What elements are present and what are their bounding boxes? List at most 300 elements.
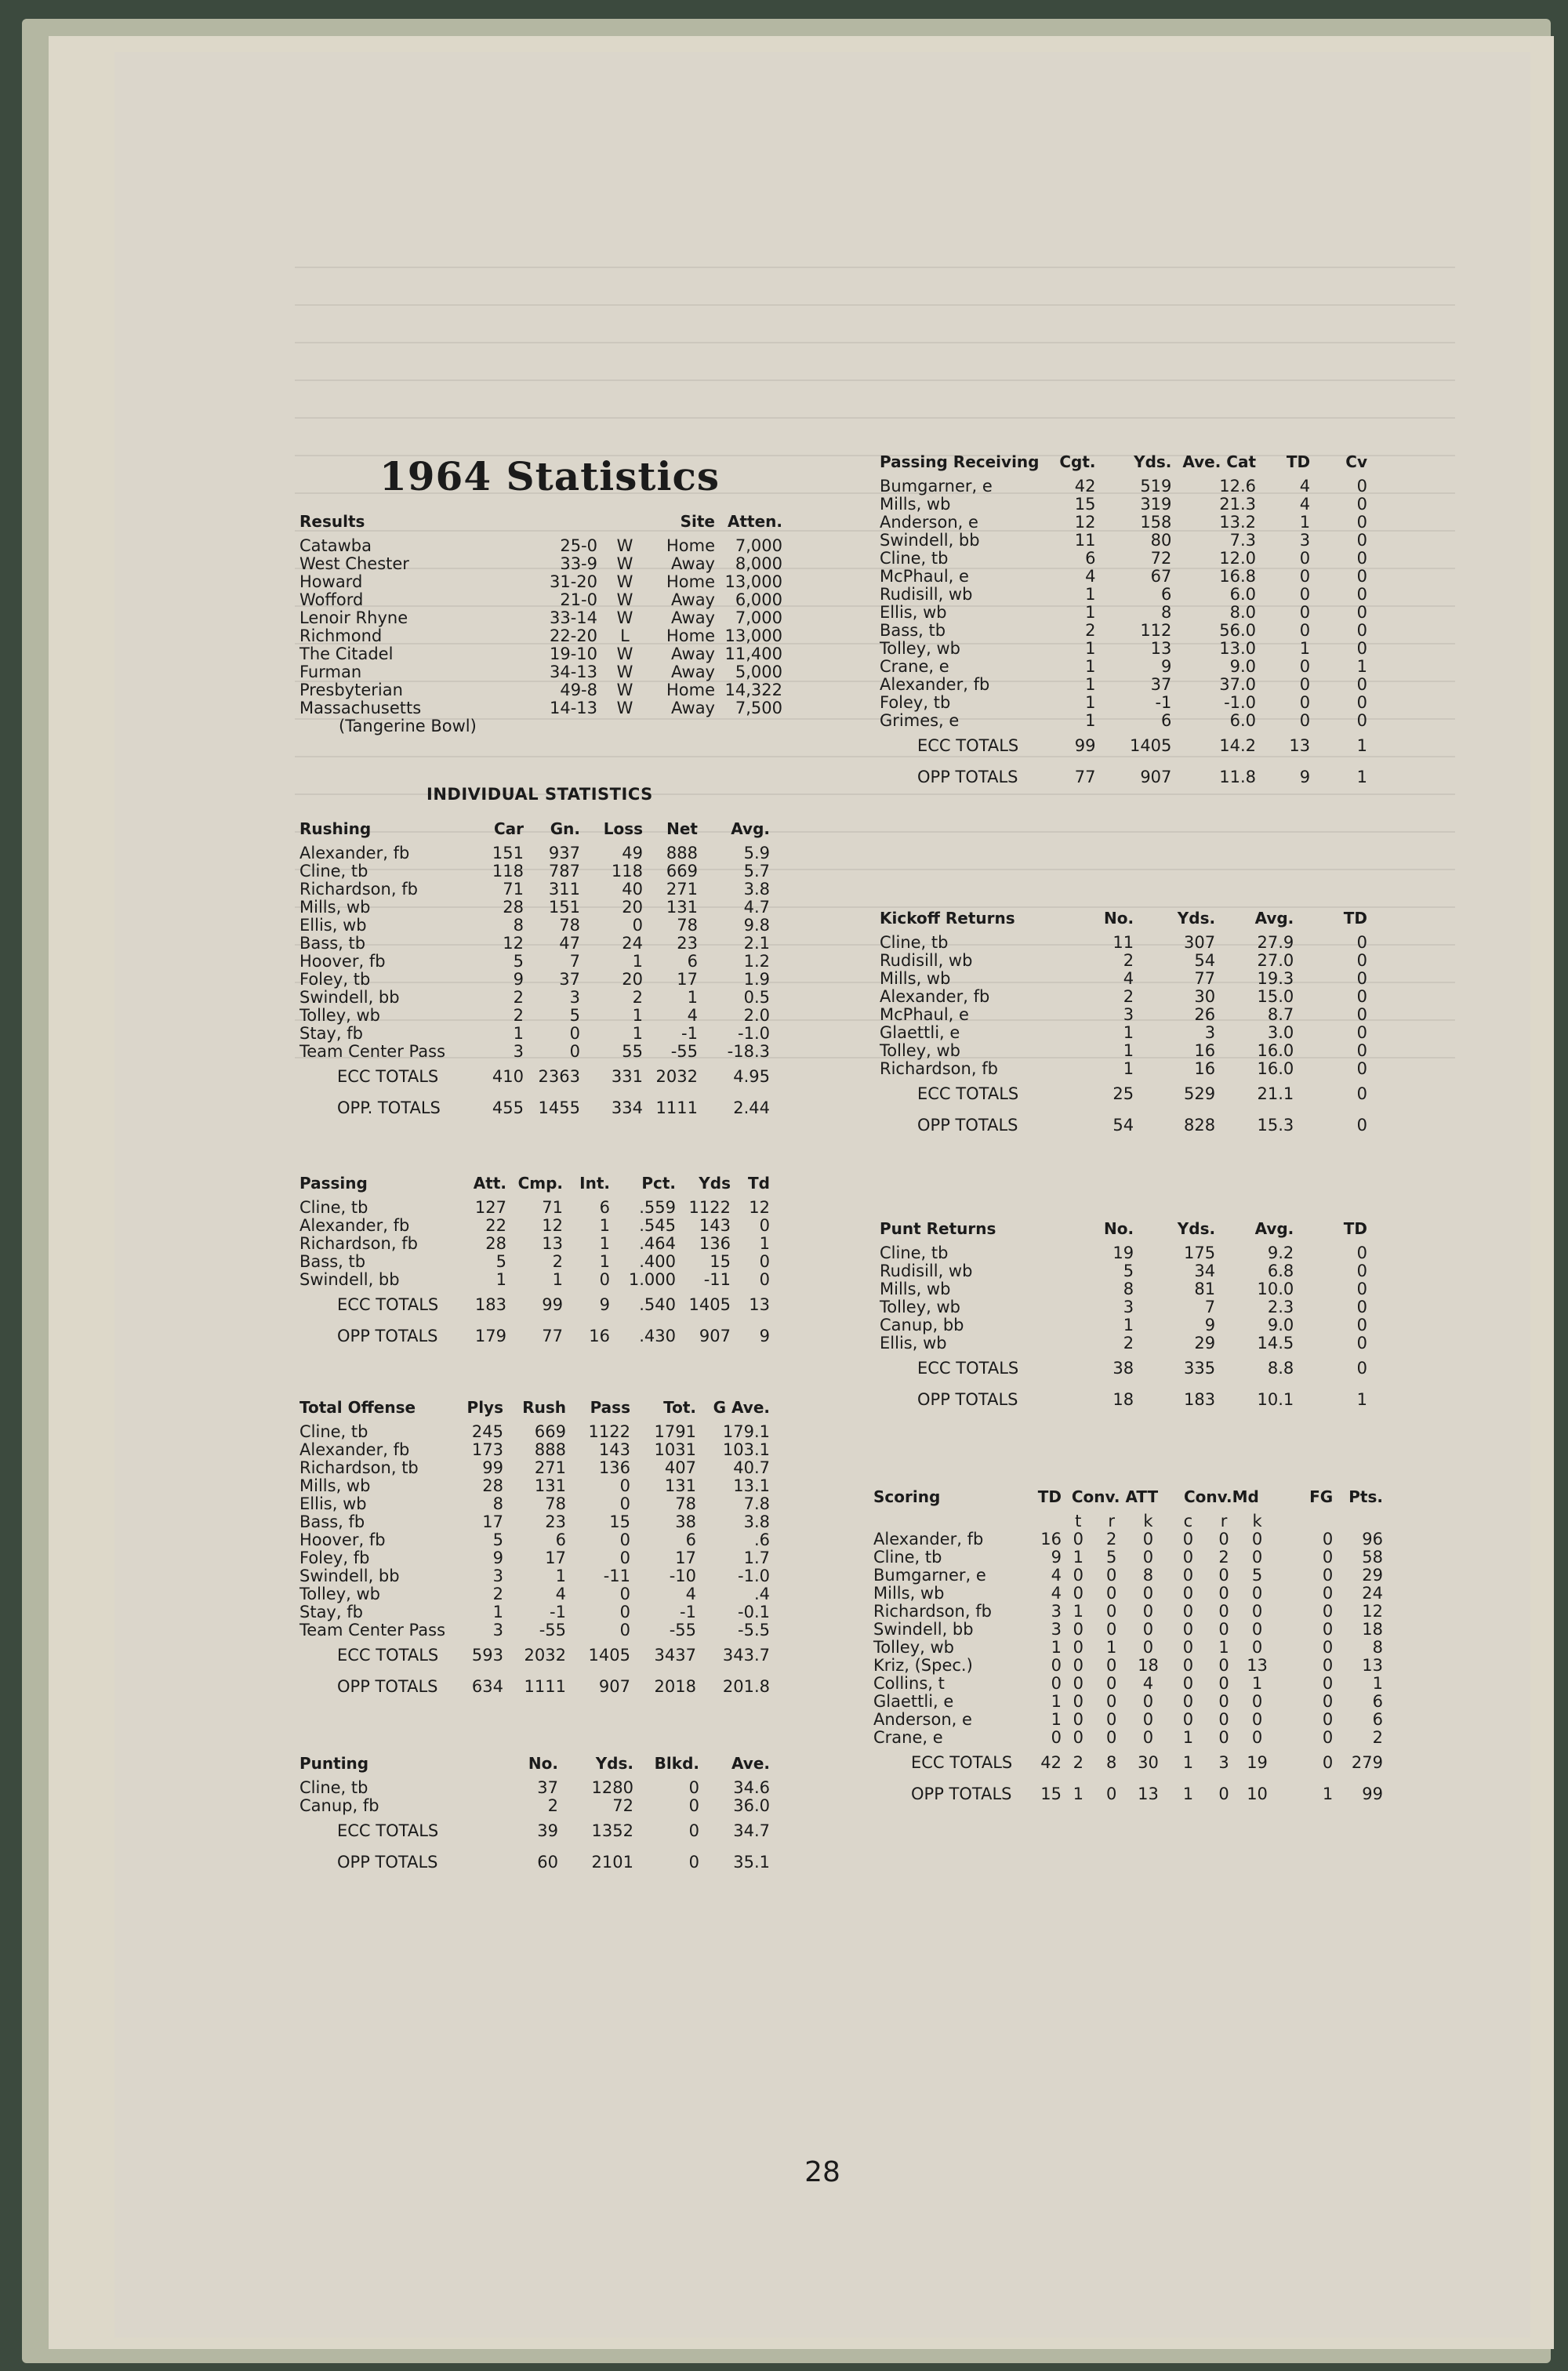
stat-cell: 2 — [1218, 1548, 1229, 1567]
player-name: Swindell, bb — [299, 1567, 400, 1585]
column-header: TD — [1037, 1487, 1062, 1506]
totals-cell: 3437 — [654, 1646, 696, 1665]
column-header: Cmp. — [517, 1174, 563, 1193]
stat-cell: 0 — [1218, 1656, 1229, 1675]
table-row — [873, 1530, 1383, 1549]
table-row — [299, 1441, 770, 1459]
totals-cell: 42 — [1040, 1753, 1062, 1772]
totals-cell: 4.95 — [733, 1067, 770, 1086]
stat-cell: 30 — [1194, 987, 1216, 1006]
stat-cell: 1 — [632, 1006, 643, 1025]
player-name: Cline, tb — [299, 862, 368, 881]
stat-cell: W — [616, 608, 633, 627]
totals-cell: 13 — [1289, 736, 1311, 755]
stat-cell: 0 — [1322, 1548, 1334, 1567]
column-header: Net — [666, 819, 698, 838]
stat-cell: 78 — [675, 1494, 696, 1513]
stat-cell: 0 — [688, 1796, 699, 1815]
table-row — [873, 1639, 1383, 1657]
totals-cell: 38 — [1112, 1359, 1134, 1378]
stat-cell: Away — [671, 644, 715, 663]
stat-cell: 311 — [548, 880, 580, 899]
stat-cell: 16 — [1194, 1041, 1216, 1060]
stat-cell: 0 — [1299, 693, 1311, 712]
column-header: Yds. — [1177, 1219, 1216, 1238]
stat-cell: 0 — [1356, 1280, 1367, 1298]
stat-cell: 0 — [1356, 693, 1367, 712]
table-row — [880, 676, 1367, 694]
player-name: Bass, tb — [299, 1252, 366, 1271]
table-row — [299, 1217, 770, 1235]
stat-cell: 9 — [1051, 1548, 1062, 1567]
totals-cell: 1405 — [1129, 736, 1172, 755]
stat-cell: 7 — [1204, 1298, 1216, 1316]
column-header: Cgt. — [1059, 452, 1096, 471]
stat-cell: 1 — [599, 1234, 610, 1253]
stat-cell: 1280 — [591, 1778, 633, 1797]
kickoff-returns-section — [880, 910, 1367, 1141]
table-row — [880, 622, 1367, 640]
stat-cell: 0 — [1142, 1638, 1154, 1657]
totals-cell: 455 — [492, 1098, 524, 1117]
stat-cell: 15.0 — [1257, 987, 1294, 1006]
stat-cell: 6,000 — [735, 590, 782, 609]
stat-cell: 22 — [485, 1216, 506, 1235]
totals-cell: 9 — [759, 1327, 770, 1345]
stat-cell: 11,400 — [724, 644, 782, 663]
table-row — [873, 1693, 1383, 1711]
stat-cell: 1 — [1182, 1728, 1194, 1747]
stat-cell: 0 — [1322, 1728, 1334, 1747]
column-header: No. — [528, 1754, 558, 1773]
stat-cell: 0 — [1251, 1602, 1263, 1621]
stat-cell: 1 — [1051, 1692, 1062, 1711]
stat-cell: 0 — [1142, 1728, 1154, 1747]
table-row — [299, 1531, 770, 1549]
column-header: TD — [1343, 909, 1367, 928]
stat-cell: -1 — [681, 1024, 698, 1043]
totals-cell: 60 — [537, 1853, 558, 1872]
total-offense-section — [299, 1399, 770, 1702]
stat-cell: 131 — [664, 1476, 696, 1495]
stat-cell: 0 — [1322, 1710, 1334, 1729]
totals-row — [880, 761, 1367, 793]
stat-cell: 14.5 — [1257, 1334, 1294, 1353]
passing-receiving-section — [880, 453, 1367, 793]
stat-cell: Away — [671, 663, 715, 681]
table-row — [880, 1244, 1367, 1262]
stat-cell: 6.8 — [1267, 1262, 1294, 1280]
stat-cell: 11 — [1074, 531, 1096, 550]
stat-cell: 1 — [1123, 1023, 1134, 1042]
table-row — [880, 604, 1367, 622]
stat-cell: 0 — [1322, 1602, 1334, 1621]
totals-row — [299, 1815, 770, 1846]
stat-cell: 1 — [1085, 639, 1096, 658]
stat-cell: 1 — [1299, 513, 1311, 532]
column-header: Att. — [473, 1174, 506, 1193]
stat-cell: 0 — [1356, 711, 1367, 730]
totals-cell: 907 — [1140, 768, 1172, 786]
stat-cell: 8.0 — [1229, 603, 1257, 622]
column-header: Rushing — [299, 819, 372, 838]
table-row — [880, 970, 1367, 988]
totals-cell: 18 — [1112, 1390, 1134, 1409]
stat-cell: 5 — [492, 1530, 503, 1549]
stat-cell: 16 — [1194, 1059, 1216, 1078]
column-header: Td — [748, 1174, 770, 1193]
kickoff-returns-body — [880, 934, 1367, 1141]
stat-cell: 143 — [699, 1216, 731, 1235]
stat-cell: 0 — [1051, 1656, 1062, 1675]
stat-cell: 0 — [1106, 1674, 1117, 1693]
totals-label: ECC TOTALS — [337, 1295, 439, 1314]
totals-row — [873, 1747, 1383, 1778]
stat-cell: 4 — [1123, 969, 1134, 988]
totals-cell: 9 — [599, 1295, 610, 1314]
stat-cell: 1 — [1051, 1638, 1062, 1657]
stat-cell: -0.1 — [738, 1603, 770, 1621]
totals-label: ECC TOTALS — [917, 736, 1019, 755]
stat-cell: 1 — [1085, 711, 1096, 730]
player-name: Tolley, wb — [880, 1298, 960, 1316]
stat-cell: -1 — [550, 1603, 566, 1621]
player-name: Howard — [299, 572, 363, 591]
program-page — [114, 52, 1530, 2337]
table-row — [880, 658, 1367, 676]
stat-cell: 0 — [1356, 1298, 1367, 1316]
total-offense-header — [299, 1399, 770, 1423]
column-header: Ave. — [731, 1754, 770, 1773]
stat-cell: 2 — [1123, 951, 1134, 970]
table-row — [299, 989, 770, 1007]
table-row — [299, 1253, 770, 1271]
table-row — [299, 1513, 770, 1531]
table-row — [299, 1603, 770, 1621]
stat-cell: 131 — [666, 898, 698, 917]
totals-cell: 634 — [471, 1677, 503, 1696]
stat-cell: 15 — [710, 1252, 731, 1271]
table-row — [880, 640, 1367, 658]
column-header: Gn. — [550, 819, 580, 838]
player-name: Tolley, wb — [880, 639, 960, 658]
stat-cell: 1 — [1123, 1059, 1134, 1078]
stat-cell: -55 — [669, 1621, 696, 1639]
stat-cell: 12 — [1362, 1602, 1383, 1621]
stat-cell: 0 — [1073, 1566, 1083, 1585]
table-row — [299, 1199, 770, 1217]
player-name: Richardson, fb — [880, 1059, 998, 1078]
player-name: Cline, tb — [880, 933, 949, 952]
table-row — [299, 573, 782, 591]
player-name: Wofford — [299, 590, 364, 609]
totals-row — [880, 1353, 1367, 1384]
stat-cell: 8 — [1123, 1280, 1134, 1298]
stat-cell: 179.1 — [722, 1422, 770, 1441]
stat-cell: 888 — [666, 844, 698, 862]
stat-cell: 71 — [503, 880, 524, 899]
totals-cell: 99 — [1074, 736, 1096, 755]
stat-cell: 5.7 — [743, 862, 770, 881]
stat-cell: -55 — [670, 1042, 698, 1061]
table-row — [880, 1006, 1367, 1024]
stat-cell: 0 — [1322, 1530, 1334, 1549]
player-name: Anderson, e — [873, 1710, 972, 1729]
column-header: Conv. ATT — [1071, 1487, 1159, 1506]
totals-cell: 14.2 — [1219, 736, 1257, 755]
table-row — [299, 1567, 770, 1585]
header-row — [880, 453, 1367, 477]
column-header: Pts. — [1348, 1487, 1383, 1506]
table-row — [880, 934, 1367, 952]
stat-cell: -1.0 — [738, 1567, 770, 1585]
totals-cell: 279 — [1351, 1753, 1383, 1772]
subheader-spacer — [1032, 1512, 1062, 1530]
stat-cell: 0 — [1218, 1566, 1229, 1585]
individual-statistics-heading: INDIVIDUAL STATISTICS — [426, 785, 653, 804]
player-name: Bass, fb — [299, 1512, 365, 1531]
stat-cell: 2 — [1123, 1334, 1134, 1353]
column-header — [597, 513, 652, 537]
stat-cell: 0 — [1182, 1548, 1194, 1567]
stat-cell: 4 — [685, 1585, 696, 1603]
stat-cell: 24 — [1362, 1584, 1383, 1603]
stat-cell: 23 — [677, 934, 698, 953]
stat-cell: 6 — [687, 952, 698, 971]
column-header: No. — [1104, 1219, 1134, 1238]
totals-cell: 1 — [1182, 1753, 1194, 1772]
totals-cell: 1405 — [688, 1295, 731, 1314]
stat-cell: 6.0 — [1229, 585, 1257, 604]
table-row — [299, 663, 782, 681]
rushing-header — [299, 820, 770, 844]
passing-receiving-body — [880, 477, 1367, 793]
totals-row — [873, 1778, 1383, 1810]
stat-cell: 1 — [555, 1567, 566, 1585]
passing-receiving-header — [880, 453, 1367, 477]
stat-cell: 0 — [1356, 621, 1367, 640]
stat-cell: 0 — [1356, 1059, 1367, 1078]
stat-cell: 2 — [513, 988, 524, 1007]
player-name: Richardson, fb — [299, 1234, 418, 1253]
stat-cell: 0 — [759, 1216, 770, 1235]
totals-row — [299, 1671, 770, 1702]
table-row — [873, 1711, 1383, 1729]
stat-cell: 6.0 — [1229, 711, 1257, 730]
stat-cell: 1 — [1123, 1316, 1134, 1334]
stat-cell: 1 — [1356, 657, 1367, 676]
totals-label: OPP TOTALS — [917, 768, 1018, 786]
table-row — [299, 1779, 770, 1797]
column-header: Pct. — [641, 1174, 676, 1193]
stat-cell: 0 — [569, 1024, 580, 1043]
stat-cell: 18 — [1138, 1656, 1159, 1675]
table-row — [299, 1459, 770, 1477]
player-name: Ellis, wb — [880, 603, 947, 622]
total-offense-table — [299, 1399, 770, 1702]
player-name: Alexander, fb — [299, 1440, 410, 1459]
stat-cell: 0 — [619, 1476, 630, 1495]
stat-cell: 9.0 — [1229, 657, 1257, 676]
player-name: Stay, fb — [299, 1603, 363, 1621]
stat-cell: 1 — [1073, 1602, 1083, 1621]
stat-cell: 3 — [513, 1042, 524, 1061]
totals-cell: 3 — [1218, 1753, 1229, 1772]
totals-cell: 1352 — [591, 1821, 633, 1840]
player-name: Cline, tb — [880, 549, 949, 568]
totals-cell: 21.1 — [1257, 1084, 1294, 1103]
stat-cell: W — [616, 554, 633, 573]
player-name: Glaettli, e — [880, 1023, 960, 1042]
totals-row — [299, 1289, 770, 1320]
stat-cell: 0 — [1356, 1244, 1367, 1262]
stat-cell: W — [616, 536, 633, 555]
player-name: Mills, wb — [880, 495, 951, 514]
stat-cell: 4 — [1051, 1566, 1062, 1585]
subheader-row — [873, 1512, 1383, 1530]
stat-cell: 13 — [1362, 1656, 1383, 1675]
stat-cell: -1 — [1155, 693, 1172, 712]
column-header: Tot. — [663, 1398, 696, 1417]
player-name: Hoover, fb — [299, 952, 386, 971]
stat-cell: 9.0 — [1267, 1316, 1294, 1334]
totals-label: OPP TOTALS — [917, 1390, 1018, 1409]
stat-cell: 0 — [1299, 549, 1311, 568]
stat-cell: 21-0 — [560, 590, 597, 609]
column-header: Avg. — [1254, 1219, 1294, 1238]
stat-cell: 8 — [1372, 1638, 1383, 1657]
totals-cell: .540 — [639, 1295, 676, 1314]
stat-cell: 2 — [632, 988, 643, 1007]
table-row — [299, 537, 782, 555]
stat-cell: 4 — [1142, 1674, 1154, 1693]
stat-cell: 0 — [1218, 1692, 1229, 1711]
player-name: McPhaul, e — [880, 1005, 969, 1024]
stat-cell: 3 — [569, 988, 580, 1007]
totals-cell: 77 — [542, 1327, 563, 1345]
table-row — [299, 1007, 770, 1025]
stat-cell: .400 — [639, 1252, 676, 1271]
player-name: Rudisill, wb — [880, 1262, 973, 1280]
table-row — [880, 1298, 1367, 1316]
player-name: Swindell, bb — [880, 531, 980, 550]
stat-cell: 13.1 — [733, 1476, 770, 1495]
header-row — [299, 820, 770, 844]
stat-cell: 0 — [1218, 1620, 1229, 1639]
totals-cell: 1 — [1182, 1785, 1194, 1803]
column-header: FG — [1309, 1487, 1334, 1506]
totals-cell: 0 — [1356, 1116, 1367, 1135]
player-name: Bass, tb — [880, 621, 946, 640]
player-name: Stay, fb — [299, 1024, 363, 1043]
stat-cell: 5 — [569, 1006, 580, 1025]
totals-cell: 183 — [1184, 1390, 1216, 1409]
table-row — [873, 1657, 1383, 1675]
table-row — [880, 514, 1367, 532]
stat-cell: 118 — [492, 862, 524, 881]
stat-cell: 0 — [1356, 477, 1367, 496]
player-name: Crane, e — [880, 657, 949, 676]
stat-cell: L — [620, 626, 630, 645]
stat-cell: -11 — [603, 1567, 630, 1585]
stat-cell: 14,322 — [724, 681, 782, 699]
stat-cell: 0 — [1218, 1602, 1229, 1621]
table-row — [299, 935, 770, 953]
results-header — [299, 513, 782, 537]
table-row — [880, 694, 1367, 712]
table-row — [299, 844, 770, 862]
stat-cell: 0.5 — [743, 988, 770, 1007]
player-name: Richardson, fb — [299, 880, 418, 899]
totals-cell: 0 — [1356, 1359, 1367, 1378]
punt-returns-table — [880, 1220, 1367, 1415]
stat-cell: 2 — [492, 1585, 503, 1603]
table-row — [880, 1316, 1367, 1334]
passing-receiving-table — [880, 453, 1367, 793]
stat-cell: 31-20 — [549, 572, 597, 591]
stat-cell: 0 — [1142, 1530, 1154, 1549]
stat-cell: 136 — [699, 1234, 731, 1253]
stat-cell: 42 — [1074, 477, 1096, 496]
stat-cell: 19.3 — [1257, 969, 1294, 988]
stat-cell: 0 — [1356, 531, 1367, 550]
stat-cell: 0 — [1073, 1530, 1083, 1549]
stat-cell: 0 — [1182, 1602, 1194, 1621]
stat-cell: 18 — [1362, 1620, 1383, 1639]
column-header: Yds. — [595, 1754, 633, 1773]
stat-cell: 0 — [619, 1494, 630, 1513]
punting-section — [299, 1755, 770, 1878]
stat-cell: 0 — [1142, 1710, 1154, 1729]
stat-cell: .464 — [639, 1234, 676, 1253]
stat-cell: 17 — [482, 1512, 503, 1531]
table-row — [299, 1797, 770, 1815]
stat-cell: 0 — [1142, 1548, 1154, 1567]
stat-cell: 12 — [542, 1216, 563, 1235]
totals-label: ECC TOTALS — [911, 1753, 1013, 1772]
totals-label: OPP TOTALS — [337, 1327, 438, 1345]
stat-cell: 131 — [534, 1476, 566, 1495]
kickoff-returns-header — [880, 910, 1367, 934]
stat-cell: 6 — [1085, 549, 1096, 568]
stat-cell: 8.7 — [1267, 1005, 1294, 1024]
player-name: Rudisill, wb — [880, 585, 973, 604]
player-name: Mills, wb — [880, 1280, 951, 1298]
totals-cell: 2032 — [524, 1646, 566, 1665]
stat-cell: 20 — [622, 898, 643, 917]
stat-cell: 143 — [598, 1440, 630, 1459]
totals-cell: 1 — [1356, 1390, 1367, 1409]
stat-cell: 0 — [688, 1778, 699, 1797]
stat-cell: 0 — [1356, 495, 1367, 514]
stat-cell: 0 — [1322, 1620, 1334, 1639]
stat-cell: 1 — [1123, 1041, 1134, 1060]
stat-cell: 16 — [1040, 1530, 1062, 1549]
stat-cell: 1 — [1299, 639, 1311, 658]
stat-cell: 20 — [622, 970, 643, 989]
stat-cell: 0 — [1073, 1620, 1083, 1639]
player-name: Massachusetts — [299, 699, 422, 717]
stat-cell: 0 — [1356, 1005, 1367, 1024]
stat-cell: 29 — [1362, 1566, 1383, 1585]
stat-cell: 0 — [1356, 639, 1367, 658]
stat-cell: 0 — [759, 1252, 770, 1271]
totals-cell: 39 — [537, 1821, 558, 1840]
player-name: Cline, tb — [299, 1198, 368, 1217]
table-row — [880, 1060, 1367, 1078]
stat-cell: 937 — [548, 844, 580, 862]
stat-cell: Away — [671, 554, 715, 573]
